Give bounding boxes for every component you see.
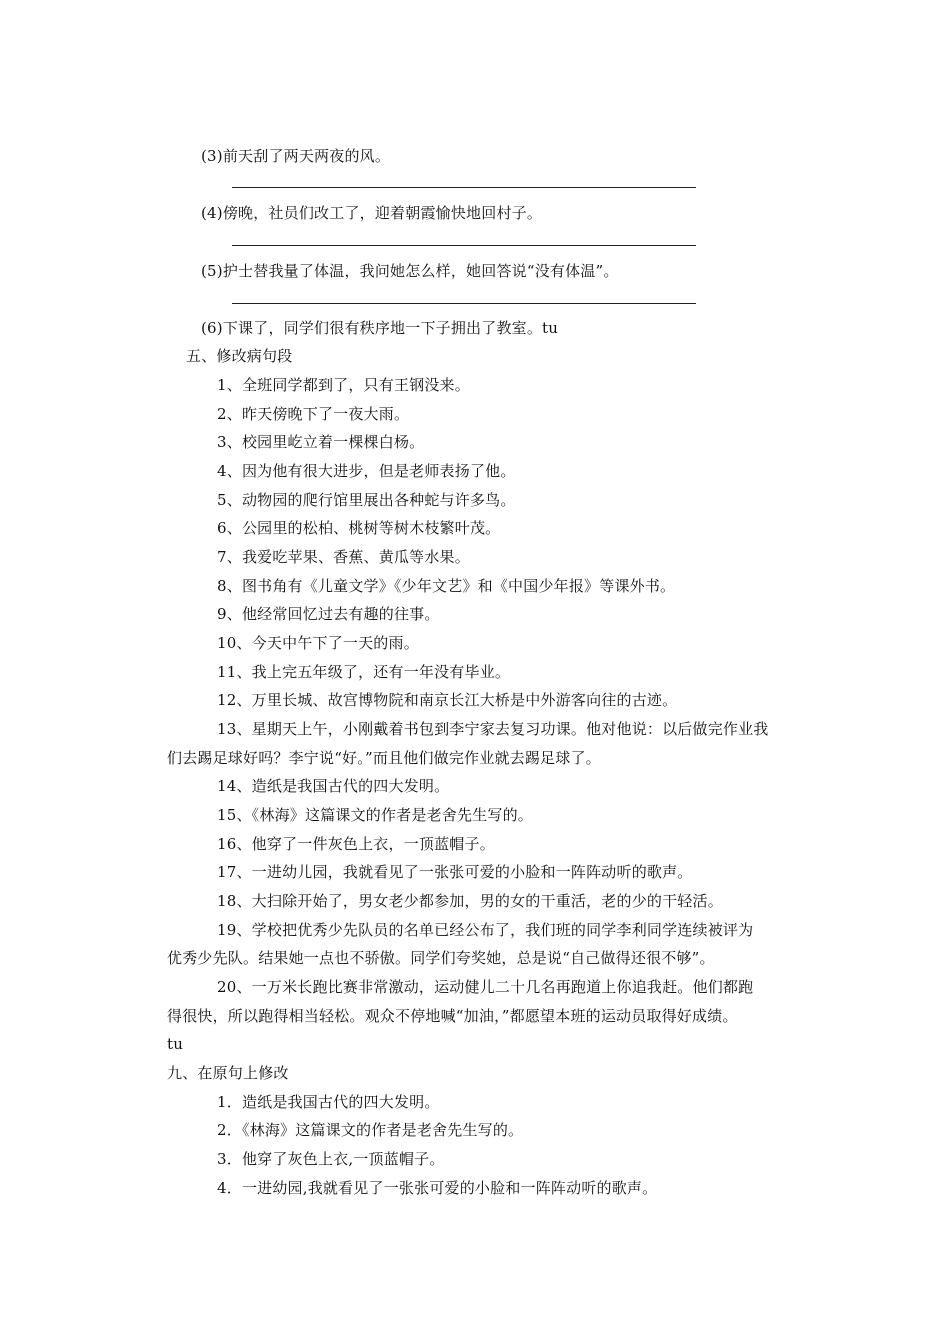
list-item: 4、因为他有很大进步，但是老师表扬了他。: [217, 462, 516, 480]
list-item: 15、《林海》这篇课文的作者是老舍先生写的。: [217, 806, 533, 824]
paragraph-20-line-3: tu: [167, 1035, 184, 1053]
list-item: 14、造纸是我国古代的四大发明。: [217, 777, 450, 795]
list-item: 2、昨天傍晚下了一夜大雨。: [217, 405, 410, 423]
list-item: 3、校园里屹立着一棵棵白杨。: [217, 433, 425, 451]
exercise-item-5: (5)护士替我量了体温，我问她怎么样，她回答说“没有体温”。: [201, 262, 619, 280]
answer-blank-4: [232, 245, 696, 246]
list-item: 5、动物园的爬行馆里展出各种蛇与许多鸟。: [217, 491, 516, 509]
exercise-item-4: (4)傍晚，社员们改工了，迎着朝霞愉快地回村子。: [201, 204, 543, 222]
section-heading-9: 九、在原句上修改: [167, 1064, 289, 1082]
list-item: 17、一进幼儿园，我就看见了一张张可爱的小脸和一阵阵动听的歌声。: [217, 863, 693, 881]
list-item: 3．他穿了灰色上衣,一顶蓝帽子。: [217, 1150, 445, 1168]
paragraph-13-line-1: 13、星期天上午，小刚戴着书包到李宁家去复习功课。他对他说：以后做完作业我: [217, 720, 769, 738]
list-item: 12、万里长城、故宫博物院和南京长江大桥是中外游客向往的古迹。: [217, 691, 678, 709]
paragraph-20-line-2: 得很快，所以跑得相当轻松。观众不停地喊“加油，”都愿望本班的运动员取得好成绩。: [167, 1007, 738, 1025]
list-item: 1、全班同学都到了，只有王钢没来。: [217, 376, 470, 394]
list-item: 8、图书角有《儿童文学》《少年文艺》和《中国少年报》等课外书。: [217, 577, 676, 595]
list-item: 18、大扫除开始了，男女老少都参加，男的女的干重活，老的少的干轻活。: [217, 892, 723, 910]
paragraph-19-line-2: 优秀少先队。结果她一点也不骄傲。同学们夸奖她，总是说“自己做得还很不够”。: [167, 949, 715, 967]
list-item: 2．《林海》这篇课文的作者是老舍先生写的。: [217, 1121, 524, 1139]
list-item: 16、他穿了一件灰色上衣，一顶蓝帽子。: [217, 835, 495, 853]
paragraph-13-line-2: 们去踢足球好吗？李宁说“好。”而且他们做完作业就去踢足球了。: [167, 749, 601, 767]
list-item: 9、他经常回忆过去有趣的往事。: [217, 605, 440, 623]
section-heading-5: 五、修改病句段: [186, 347, 293, 365]
list-item: 11、我上完五年级了，还有一年没有毕业。: [217, 663, 511, 681]
list-item: 10、今天中午下了一天的雨。: [217, 634, 419, 652]
paragraph-20-line-1: 20、一万米长跑比赛非常激动，运动健儿二十几名再跑道上你追我赶。他们都跑: [217, 978, 754, 996]
answer-blank-3: [232, 187, 696, 188]
list-item: 6、公园里的松柏、桃树等树木枝繁叶茂。: [217, 519, 501, 537]
exercise-item-6: (6)下课了，同学们很有秩序地一下子拥出了教室。tu: [201, 319, 559, 337]
list-item: 7、我爱吃苹果、香蕉、黄瓜等水果。: [217, 548, 470, 566]
paragraph-19-line-1: 19、学校把优秀少先队员的名单已经公布了，我们班的同学李利同学连续被评为: [217, 921, 754, 939]
answer-blank-5: [232, 303, 696, 304]
list-item: 1．造纸是我国古代的四大发明。: [217, 1093, 440, 1111]
exercise-item-3: (3)前天刮了两天两夜的风。: [201, 147, 391, 165]
list-item: 4．一进幼园,我就看见了一张张可爱的小脸和一阵阵动听的歌声。: [217, 1179, 658, 1197]
